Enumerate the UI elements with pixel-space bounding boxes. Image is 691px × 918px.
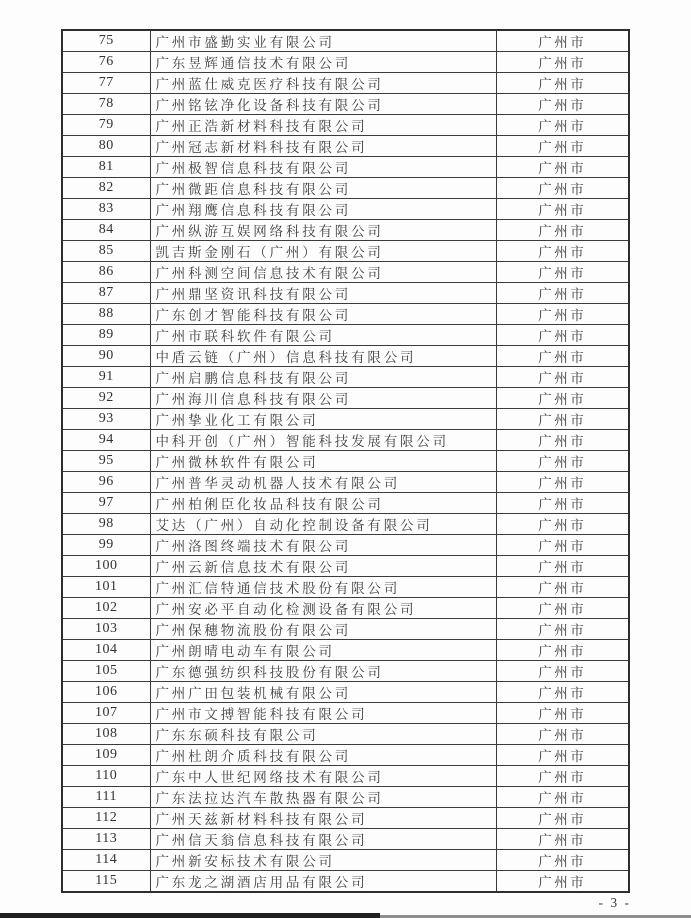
company-name-cell: 广州柏俐臣化妆品科技有限公司 bbox=[150, 493, 496, 514]
company-name-cell: 广东法拉达汽车散热器有限公司 bbox=[150, 787, 496, 808]
row-number-cell: 84 bbox=[62, 220, 150, 241]
company-name-cell: 广州冠志新材料科技有限公司 bbox=[150, 136, 496, 157]
table-row bbox=[62, 430, 629, 451]
city-cell: 广州市 bbox=[496, 766, 629, 787]
city-cell: 广州市 bbox=[496, 514, 629, 535]
company-name-cell: 广州洛图终端技术有限公司 bbox=[150, 535, 496, 556]
table-row bbox=[62, 661, 629, 682]
row-number-cell: 86 bbox=[62, 262, 150, 283]
company-name-cell: 广东龙之湖酒店用品有限公司 bbox=[150, 871, 496, 893]
table-row bbox=[62, 304, 629, 325]
company-name-cell: 广州保穗物流股份有限公司 bbox=[150, 619, 496, 640]
row-number-cell: 91 bbox=[62, 367, 150, 388]
row-number-cell: 97 bbox=[62, 493, 150, 514]
row-number-cell: 105 bbox=[62, 661, 150, 682]
row-number-cell: 96 bbox=[62, 472, 150, 493]
table-row bbox=[62, 199, 629, 220]
row-number-cell: 114 bbox=[62, 850, 150, 871]
company-name-cell: 广东德强纺织科技股份有限公司 bbox=[150, 661, 496, 682]
city-cell: 广州市 bbox=[496, 52, 629, 73]
row-number-cell: 81 bbox=[62, 157, 150, 178]
city-cell: 广州市 bbox=[496, 73, 629, 94]
city-cell: 广州市 bbox=[496, 283, 629, 304]
table-row bbox=[62, 577, 629, 598]
row-number-cell: 101 bbox=[62, 577, 150, 598]
company-name-cell: 广州市联科软件有限公司 bbox=[150, 325, 496, 346]
city-cell: 广州市 bbox=[496, 409, 629, 430]
row-number-cell: 82 bbox=[62, 178, 150, 199]
row-number-cell: 77 bbox=[62, 73, 150, 94]
city-cell: 广州市 bbox=[496, 220, 629, 241]
city-cell: 广州市 bbox=[496, 241, 629, 262]
table-row bbox=[62, 808, 629, 829]
company-name-cell: 凯吉斯金刚石（广州）有限公司 bbox=[150, 241, 496, 262]
company-name-cell: 广州海川信息科技有限公司 bbox=[150, 388, 496, 409]
row-number-cell: 104 bbox=[62, 640, 150, 661]
city-cell: 广州市 bbox=[496, 346, 629, 367]
city-cell: 广州市 bbox=[496, 367, 629, 388]
table-row bbox=[62, 745, 629, 766]
company-name-cell: 广州朗晴电动车有限公司 bbox=[150, 640, 496, 661]
row-number-cell: 90 bbox=[62, 346, 150, 367]
city-cell: 广州市 bbox=[496, 115, 629, 136]
row-number-cell: 99 bbox=[62, 535, 150, 556]
row-number-cell: 89 bbox=[62, 325, 150, 346]
table-row bbox=[62, 262, 629, 283]
company-name-cell: 广州普华灵动机器人技术有限公司 bbox=[150, 472, 496, 493]
city-cell: 广州市 bbox=[496, 30, 629, 52]
table-row bbox=[62, 409, 629, 430]
company-name-cell: 中盾云链（广州）信息科技有限公司 bbox=[150, 346, 496, 367]
company-name-cell: 广州云新信息技术有限公司 bbox=[150, 556, 496, 577]
city-cell: 广州市 bbox=[496, 682, 629, 703]
city-cell: 广州市 bbox=[496, 724, 629, 745]
company-name-cell: 广州蓝仕威克医疗科技有限公司 bbox=[150, 73, 496, 94]
row-number-cell: 75 bbox=[62, 30, 150, 52]
company-name-cell: 广州铭铉净化设备科技有限公司 bbox=[150, 94, 496, 115]
company-name-cell: 广州微林软件有限公司 bbox=[150, 451, 496, 472]
company-name-cell: 广州纵游互娱网络科技有限公司 bbox=[150, 220, 496, 241]
city-cell: 广州市 bbox=[496, 703, 629, 724]
row-number-cell: 83 bbox=[62, 199, 150, 220]
row-number-cell: 112 bbox=[62, 808, 150, 829]
table-row bbox=[62, 388, 629, 409]
company-table-body bbox=[62, 30, 629, 892]
row-number-cell: 94 bbox=[62, 430, 150, 451]
table-row bbox=[62, 682, 629, 703]
row-number-cell: 115 bbox=[62, 871, 150, 893]
city-cell: 广州市 bbox=[496, 262, 629, 283]
row-number-cell: 78 bbox=[62, 94, 150, 115]
city-cell: 广州市 bbox=[496, 304, 629, 325]
city-cell: 广州市 bbox=[496, 388, 629, 409]
city-cell: 广州市 bbox=[496, 871, 629, 893]
city-cell: 广州市 bbox=[496, 493, 629, 514]
city-cell: 广州市 bbox=[496, 577, 629, 598]
company-name-cell: 广州汇信特通信技术股份有限公司 bbox=[150, 577, 496, 598]
table-row bbox=[62, 157, 629, 178]
company-name-cell: 广州启鹏信息科技有限公司 bbox=[150, 367, 496, 388]
row-number-cell: 80 bbox=[62, 136, 150, 157]
city-cell: 广州市 bbox=[496, 430, 629, 451]
scan-edge-bottom-dark bbox=[0, 913, 380, 918]
row-number-cell: 103 bbox=[62, 619, 150, 640]
table-row bbox=[62, 52, 629, 73]
company-table bbox=[61, 29, 630, 893]
table-row bbox=[62, 367, 629, 388]
company-name-cell: 广州极智信息科技有限公司 bbox=[150, 157, 496, 178]
row-number-cell: 98 bbox=[62, 514, 150, 535]
table-row bbox=[62, 325, 629, 346]
table-row bbox=[62, 94, 629, 115]
company-name-cell: 广州新安标技术有限公司 bbox=[150, 850, 496, 871]
company-name-cell: 广州安必平自动化检测设备有限公司 bbox=[150, 598, 496, 619]
row-number-cell: 109 bbox=[62, 745, 150, 766]
row-number-cell: 76 bbox=[62, 52, 150, 73]
company-name-cell: 广州鼎坚资讯科技有限公司 bbox=[150, 283, 496, 304]
table-row bbox=[62, 514, 629, 535]
company-name-cell: 广州信天翁信息科技有限公司 bbox=[150, 829, 496, 850]
row-number-cell: 102 bbox=[62, 598, 150, 619]
company-name-cell: 广东昱辉通信技术有限公司 bbox=[150, 52, 496, 73]
city-cell: 广州市 bbox=[496, 850, 629, 871]
city-cell: 广州市 bbox=[496, 451, 629, 472]
row-number-cell: 85 bbox=[62, 241, 150, 262]
table-row bbox=[62, 493, 629, 514]
row-number-cell: 106 bbox=[62, 682, 150, 703]
table-row bbox=[62, 115, 629, 136]
table-row bbox=[62, 850, 629, 871]
row-number-cell: 92 bbox=[62, 388, 150, 409]
city-cell: 广州市 bbox=[496, 745, 629, 766]
city-cell: 广州市 bbox=[496, 178, 629, 199]
table-row bbox=[62, 178, 629, 199]
table-row bbox=[62, 241, 629, 262]
company-name-cell: 广东东硕科技有限公司 bbox=[150, 724, 496, 745]
company-name-cell: 广州微距信息科技有限公司 bbox=[150, 178, 496, 199]
city-cell: 广州市 bbox=[496, 598, 629, 619]
table-row bbox=[62, 640, 629, 661]
row-number-cell: 108 bbox=[62, 724, 150, 745]
table-row bbox=[62, 472, 629, 493]
city-cell: 广州市 bbox=[496, 556, 629, 577]
row-number-cell: 110 bbox=[62, 766, 150, 787]
page-number: - 3 - bbox=[598, 895, 631, 910]
city-cell: 广州市 bbox=[496, 472, 629, 493]
table-row bbox=[62, 829, 629, 850]
company-name-cell: 广州杜朗介质科技有限公司 bbox=[150, 745, 496, 766]
table-row bbox=[62, 871, 629, 893]
city-cell: 广州市 bbox=[496, 619, 629, 640]
table-row bbox=[62, 283, 629, 304]
company-name-cell: 广州市文搏智能科技有限公司 bbox=[150, 703, 496, 724]
table-row bbox=[62, 703, 629, 724]
table-row bbox=[62, 787, 629, 808]
city-cell: 广州市 bbox=[496, 661, 629, 682]
table-row bbox=[62, 556, 629, 577]
row-number-cell: 107 bbox=[62, 703, 150, 724]
row-number-cell: 87 bbox=[62, 283, 150, 304]
table-row bbox=[62, 346, 629, 367]
row-number-cell: 111 bbox=[62, 787, 150, 808]
city-cell: 广州市 bbox=[496, 94, 629, 115]
table-row bbox=[62, 30, 629, 52]
table-row bbox=[62, 451, 629, 472]
city-cell: 广州市 bbox=[496, 829, 629, 850]
row-number-cell: 79 bbox=[62, 115, 150, 136]
table-row bbox=[62, 136, 629, 157]
city-cell: 广州市 bbox=[496, 325, 629, 346]
row-number-cell: 88 bbox=[62, 304, 150, 325]
city-cell: 广州市 bbox=[496, 535, 629, 556]
company-name-cell: 广东创才智能科技有限公司 bbox=[150, 304, 496, 325]
company-name-cell: 艾达（广州）自动化控制设备有限公司 bbox=[150, 514, 496, 535]
company-name-cell: 广东中人世纪网络技术有限公司 bbox=[150, 766, 496, 787]
table-row bbox=[62, 73, 629, 94]
company-name-cell: 中科开创（广州）智能科技发展有限公司 bbox=[150, 430, 496, 451]
table-row bbox=[62, 598, 629, 619]
city-cell: 广州市 bbox=[496, 808, 629, 829]
company-name-cell: 广州科测空间信息技术有限公司 bbox=[150, 262, 496, 283]
table-row bbox=[62, 220, 629, 241]
company-name-cell: 广州天兹新材料科技有限公司 bbox=[150, 808, 496, 829]
city-cell: 广州市 bbox=[496, 640, 629, 661]
row-number-cell: 93 bbox=[62, 409, 150, 430]
city-cell: 广州市 bbox=[496, 787, 629, 808]
table-row bbox=[62, 724, 629, 745]
row-number-cell: 100 bbox=[62, 556, 150, 577]
company-name-cell: 广州翔鹰信息科技有限公司 bbox=[150, 199, 496, 220]
company-name-cell: 广州广田包装机械有限公司 bbox=[150, 682, 496, 703]
city-cell: 广州市 bbox=[496, 157, 629, 178]
company-name-cell: 广州挚业化工有限公司 bbox=[150, 409, 496, 430]
city-cell: 广州市 bbox=[496, 136, 629, 157]
city-cell: 广州市 bbox=[496, 199, 629, 220]
table-row bbox=[62, 619, 629, 640]
row-number-cell: 113 bbox=[62, 829, 150, 850]
table-row bbox=[62, 766, 629, 787]
company-name-cell: 广州正浩新材料科技有限公司 bbox=[150, 115, 496, 136]
table-row bbox=[62, 535, 629, 556]
company-name-cell: 广州市盛勤实业有限公司 bbox=[150, 30, 496, 52]
row-number-cell: 95 bbox=[62, 451, 150, 472]
